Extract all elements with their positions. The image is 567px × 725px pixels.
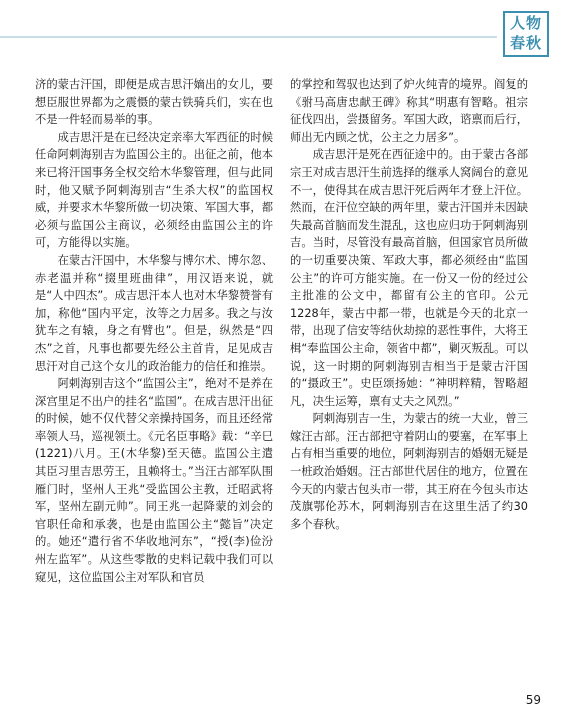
section-tag-line-1: 人物	[509, 14, 542, 32]
left-column	[35, 76, 273, 586]
paragraph: 在蒙古汗国中，木华黎与博尔术、博尔忽、赤老温并称“掇里班曲律”，用汉语来说，就是“人中四杰”。成吉思汗本人也对木华黎赞誉有加，称他“国内平定，汝等之力居多。我之与汝犹车之有辕，身之有臂也”。但是，纵然是“四杰”之首，凡事也都要先经公主首肯，足见成吉思汗对自己这个女儿的政治能力的信任和推崇。	[35, 253, 273, 373]
page-header	[0, 0, 567, 68]
right-column	[290, 76, 528, 533]
section-tag	[503, 11, 549, 57]
header-rule	[0, 36, 497, 38]
paragraph: 成吉思汗是死在西征途中的。由于蒙古各部宗王对成吉思汗生前选择的继承人窝阔台的意见不一，使得其在成吉思汗死后两年才登上汗位。然而，在汗位空缺的两年里，蒙古汗国并未因缺失最高首脑而发生混乱，这也应归功于阿剌海别吉。当时，尽管没有最高首脑，但国家官员所做的一切重要决策、军政大事，都必须经由“监国公主”的许可方能实施。在一份又一份的经过公主批准的公文中，都留有公主的官印。公元1228年，蒙古中都一带，也就是今天的北京一带，出现了信安等结伙劫掠的恶性事件，大将王楫“奉监国公主命，领省中都”，剿灭叛乱。可以说，这一时期的阿剌海别吉相当于是蒙古汗国的“摄政王”。史臣颂扬她：“神明粹精，智略超凡，决生运筹，禀有丈夫之风烈。”	[290, 148, 528, 408]
paragraph: 济的蒙古汗国，即便是成吉思汗嫡出的女儿，要想臣服世界都为之震慑的蒙古铁骑兵们，实在也不是一件轻而易举的事。	[35, 78, 273, 127]
paragraph: 阿剌海别吉一生，为蒙古的统一大业，曾三嫁汪古部。汪古部把守着阴山的要塞，在军事上占有相当重要的地位，阿剌海别吉的婚姻无疑是一桩政治婚姻。汪古部世代居住的地方，位置在今天的内蒙古包头市一带，其王府在今包头市达茂旗鄂伦苏木，阿剌海别吉在这里生活了约30多个春秋。	[290, 412, 528, 531]
paragraph: 阿剌海别吉这个“监国公主”，绝对不是养在深宫里足不出户的挂名“监国”。在成吉思汗出征的时候，她不仅代替父亲操持国务，而且还经常率领人马，巡视领土。《元名臣事略》载：“辛巳(1221)八月。王(木华黎)至天德。监国公主遣其臣习里吉思劳王，且赖将士。”当汪古部军队围雁门时，坚州人王兆“受监国公主教，迁昭武将军，坚州左副元帅”。同王兆一起降蒙的刘会的官职任命和承袭，也是由监国公主“懿旨”决定的。她还“遣行省不华收地河东”，“授(李)俭汾州左监军”。从这些零散的史料记载中我们可以窥见，这位监国公主对军队和官员	[35, 377, 273, 584]
paragraph: 的掌控和驾驭也达到了炉火纯青的境界。阎复的《驸马高唐忠献王碑》称其“明惠有智略。祖宗征伐四出，尝摄留务。军国大政，谘禀而后行，师出无内顾之忧，公主之力居多”。	[290, 78, 528, 144]
page-number: 59	[525, 693, 541, 707]
section-tag-line-2: 春秋	[509, 34, 542, 52]
paragraph: 成吉思汗是在已经决定亲率大军西征的时候任命阿剌海别吉为监国公主的。出征之前，他本来已将汗国事务全权交给木华黎管理，但与此同时，他又赋予阿剌海别吉“生杀大权”的监国权威，并要求木华黎所做一切决策、军国大事，都必须与监国公主商议，必须经由监国公主的许可，方能得以实施。	[35, 130, 273, 250]
